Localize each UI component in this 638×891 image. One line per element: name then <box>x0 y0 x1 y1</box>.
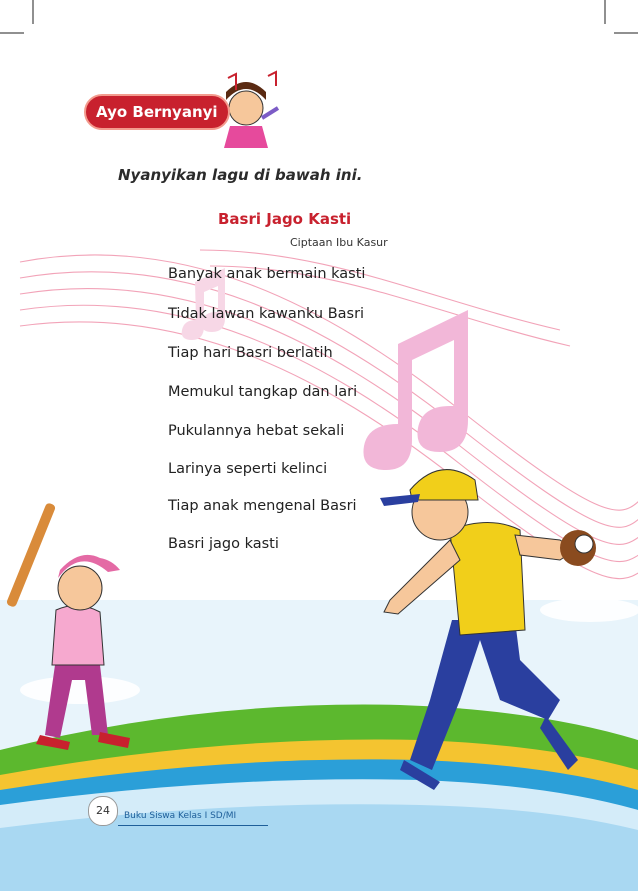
lyric-line: Basri jago kasti <box>168 536 279 552</box>
lyric-line: Tidak lawan kawanku Basri <box>168 306 365 322</box>
lyric-line: Banyak anak bermain kasti <box>168 266 366 282</box>
page-number: 24 <box>88 796 118 826</box>
lyric-line: Memukul tangkap dan lari <box>168 384 358 400</box>
music-staff <box>20 250 638 579</box>
song-composer: Ciptaan Ibu Kasur <box>290 236 388 249</box>
music-note-icon <box>363 310 468 470</box>
song-title: Basri Jago Kasti <box>218 210 352 228</box>
footer-rule <box>118 825 268 826</box>
lyric-line: Pukulannya hebat sekali <box>168 423 345 439</box>
section-badge: Ayo Bernyanyi <box>84 94 230 130</box>
footer-book-title: Buku Siswa Kelas I SD/MI <box>124 811 237 821</box>
instruction-text: Nyanyikan lagu di bawah ini. <box>118 166 363 184</box>
lyric-line: Tiap anak mengenal Basri <box>168 498 357 514</box>
lyric-line: Tiap hari Basri berlatih <box>168 345 333 361</box>
lyric-line: Larinya seperti kelinci <box>168 461 328 477</box>
singer-girl-icon <box>224 72 278 148</box>
